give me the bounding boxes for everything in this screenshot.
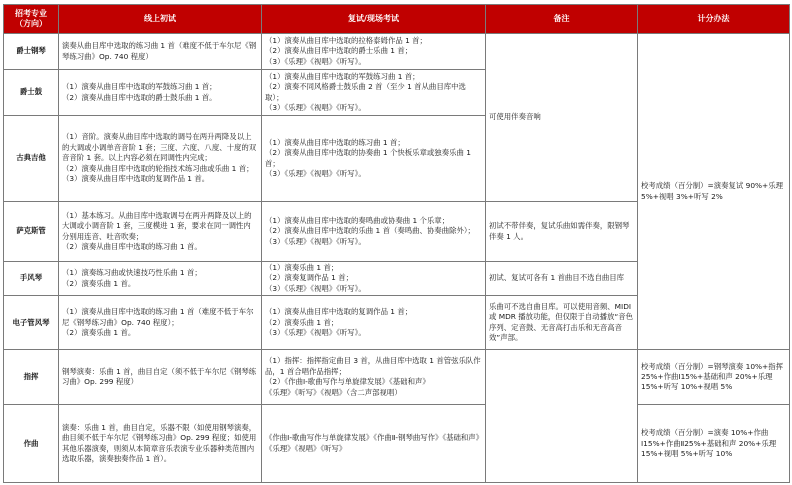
retest-cell bbox=[262, 296, 486, 350]
shared-scoring-cell bbox=[638, 34, 790, 350]
scoring-text: 校考成绩（百分制）=钢琴演奏 10%+指挥 25%+作曲Ⅰ15%+基础和声 20%+乐理 15%+听写 10%+视唱 5% bbox=[641, 361, 784, 392]
retest-text: （1）演奏从曲目库中选取的奏鸣曲或协奏曲 1 个乐章； bbox=[265, 215, 450, 225]
notes-cell bbox=[486, 262, 638, 296]
retest-text: （1）演奏从曲目库中选取的练习曲 1 首； bbox=[265, 137, 405, 147]
major-cell: 爵士钢琴 bbox=[4, 34, 59, 70]
online-text: （1）基本练习。从曲目库中选取调号在两升两降及以上的大调或小调音阶 1 套，三度模进 1 套，要求在同一调性内分别用连音、吐音吹奏； bbox=[62, 210, 252, 241]
online-cell bbox=[59, 350, 262, 405]
shared-notes-cell bbox=[486, 34, 638, 202]
table-row bbox=[4, 350, 790, 405]
online-text: 钢琴演奏：乐曲 1 首，曲目自定（须不低于车尔尼《钢琴练习曲》Op. 299 程度） bbox=[62, 366, 257, 387]
major-cell: 手风琴 bbox=[4, 262, 59, 296]
retest-text: （1）演奏从曲目库中选取的拉格泰姆作品 1 首； bbox=[265, 35, 427, 45]
retest-text: （1）演奏从曲目库中选取的军鼓练习曲 1 首； bbox=[265, 71, 420, 81]
scoring-cell bbox=[638, 350, 790, 405]
exam-requirements-table bbox=[3, 4, 790, 483]
header-row bbox=[4, 5, 790, 34]
notes-text: 乐曲可不选自曲目库。可以使用音频、MIDI 或 MDR 播放功能，但仅限于自动播放“音色序列、定音鼓、无音高打击乐和无音高音效”声部。 bbox=[489, 301, 633, 343]
retest-text: （2）演奏从曲目库中选取的爵士乐曲 1 首； bbox=[265, 46, 413, 56]
retest-text: （3）《乐理》《视唱》《听写》。 bbox=[265, 236, 366, 246]
major-cell: 爵士鼓 bbox=[4, 70, 59, 116]
retest-text: （3）《乐理》《视唱》《听写》。 bbox=[265, 327, 366, 337]
major-cell: 萨克斯管 bbox=[4, 202, 59, 262]
online-text: （3）演奏从曲目库中选取的复调作品 1 首。 bbox=[62, 174, 210, 184]
scoring-text: 校考成绩（百分制）=演奏复试 90%+乐理 5%+视唱 3%+听写 2% bbox=[641, 181, 784, 201]
retest-text: 《作曲Ⅰ-歌曲写作与单旋律发展》《作曲Ⅱ-钢琴曲写作》《基础和声》《乐理》《视唱》《听写》 bbox=[265, 433, 480, 453]
notes-cell bbox=[486, 202, 638, 262]
retest-text: （1）演奏从曲目库中选取的复调作品 1 首； bbox=[265, 307, 413, 317]
header-scoring: 计分办法 bbox=[638, 5, 790, 34]
retest-text: （2）演奏不同风格爵士鼓乐曲 2 首（至少 1 首从曲目库中选取）； bbox=[265, 82, 466, 102]
retest-cell bbox=[262, 405, 486, 483]
notes-text: 初试不带伴奏，复试乐曲如需伴奏，限钢琴伴奏 1 人。 bbox=[489, 221, 630, 241]
retest-cell bbox=[262, 262, 486, 296]
table-row bbox=[4, 405, 790, 483]
major-cell: 电子管风琴 bbox=[4, 296, 59, 350]
retest-text: （2）《作曲Ⅰ-歌曲写作与单旋律发展》《基础和声》 bbox=[265, 377, 430, 387]
retest-text: （3）《乐理》《视唱》《听写》。 bbox=[265, 283, 366, 293]
online-cell bbox=[59, 202, 262, 262]
scoring-cell bbox=[638, 405, 790, 483]
online-text: （2）演奏从曲目库中选取的爵士鼓乐曲 1 首。 bbox=[62, 92, 217, 102]
retest-text: （1）指挥：指挥指定曲目 3 首，从曲目库中选取 1 首管弦乐队作品，1 首合唱作品指挥； bbox=[265, 356, 481, 376]
online-cell bbox=[59, 34, 262, 70]
scoring-text: 校考成绩（百分制）=演奏 10%+作曲Ⅰ15%+作曲Ⅱ25%+基础和声 20%+乐理 15%+视唱 5%+听写 10% bbox=[641, 428, 777, 458]
online-text: （2）演奏乐曲 1 首。 bbox=[62, 278, 136, 288]
major-cell: 古典吉他 bbox=[4, 116, 59, 202]
notes-cell bbox=[486, 350, 638, 483]
retest-text: （3）《乐理》《视唱》《听写》。 bbox=[265, 56, 366, 66]
online-text: （1）演奏从曲目库中选取的练习曲 1 首（难度不低于车尔尼《钢琴练习曲》Op. 740 程度）； bbox=[62, 307, 254, 327]
retest-cell bbox=[262, 116, 486, 202]
table-row bbox=[4, 34, 790, 70]
major-cell: 指挥 bbox=[4, 350, 59, 405]
retest-text: （2）演奏从曲目库中选取的协奏曲 1 个快板乐章或独奏乐曲 1 首； bbox=[265, 148, 471, 168]
header-major: 招考专业 （方向） bbox=[4, 5, 59, 34]
notes-text: 可使用伴奏音响 bbox=[489, 112, 541, 122]
online-cell bbox=[59, 296, 262, 350]
header-online: 线上初试 bbox=[59, 5, 262, 34]
online-text: （1）演奏练习曲或快速技巧性乐曲 1 首； bbox=[62, 268, 202, 278]
major-cell: 作曲 bbox=[4, 405, 59, 483]
retest-text: （2）演奏从曲目库中选取的乐曲 1 首（奏鸣曲、协奏曲除外）； bbox=[265, 226, 475, 236]
retest-text: （1）演奏乐曲 1 首； bbox=[265, 263, 339, 272]
retest-cell bbox=[262, 70, 486, 116]
online-text: 演奏：乐曲 1 首，曲目自定，乐器不限（如使用钢琴演奏，曲目须不低于车尔尼《钢琴练习曲》Op. 299 程度；如使用其他乐器演奏，则须从本简章音乐表演专业乐器种类范围内选取乐器，演奏独奏作品 1 首）。 bbox=[62, 422, 257, 464]
online-text: （1）演奏从曲目库中选取的军鼓练习曲 1 首； bbox=[62, 82, 217, 92]
retest-text: （2）演奏乐曲 1 首； bbox=[265, 317, 339, 327]
online-text: （2）演奏乐曲 1 首。 bbox=[62, 327, 136, 337]
retest-text: （2）演奏复调作品 1 首； bbox=[265, 273, 354, 283]
online-text: （2）演奏从曲目库中选取的练习曲 1 首。 bbox=[62, 241, 202, 251]
online-cell bbox=[59, 405, 262, 483]
online-cell bbox=[59, 262, 262, 296]
retest-text: （3）《乐理》《视唱》《听写》。 bbox=[265, 168, 366, 178]
retest-cell bbox=[262, 34, 486, 70]
retest-cell bbox=[262, 202, 486, 262]
header-retest: 复试/现场考试 bbox=[262, 5, 486, 34]
online-text: （2）演奏从曲目库中选取的轮指技术练习曲或乐曲 1 首； bbox=[62, 163, 254, 173]
online-cell bbox=[59, 70, 262, 116]
notes-cell bbox=[486, 296, 638, 350]
online-text: 演奏从曲目库中选取的练习曲 1 首（难度不低于车尔尼《钢琴练习曲》Op. 740 程度） bbox=[62, 41, 257, 61]
retest-cell bbox=[262, 350, 486, 405]
retest-text: （3）《乐理》《视唱》《听写》。 bbox=[265, 102, 366, 112]
online-cell bbox=[59, 116, 262, 202]
header-notes: 备注 bbox=[486, 5, 638, 34]
retest-text: 《乐理》《听写》《视唱》（含二声部视唱） bbox=[265, 387, 402, 397]
notes-text: 初试、复试可各有 1 首曲目不选自曲目库 bbox=[489, 273, 625, 283]
online-text: （1）音阶。演奏从曲目库中选取的调号在两升两降及以上的大调或小调单音音阶 1 套；三度、六度、八度、十度的双音音阶 1 套。以上内容必须在同调性内完成； bbox=[62, 132, 257, 163]
